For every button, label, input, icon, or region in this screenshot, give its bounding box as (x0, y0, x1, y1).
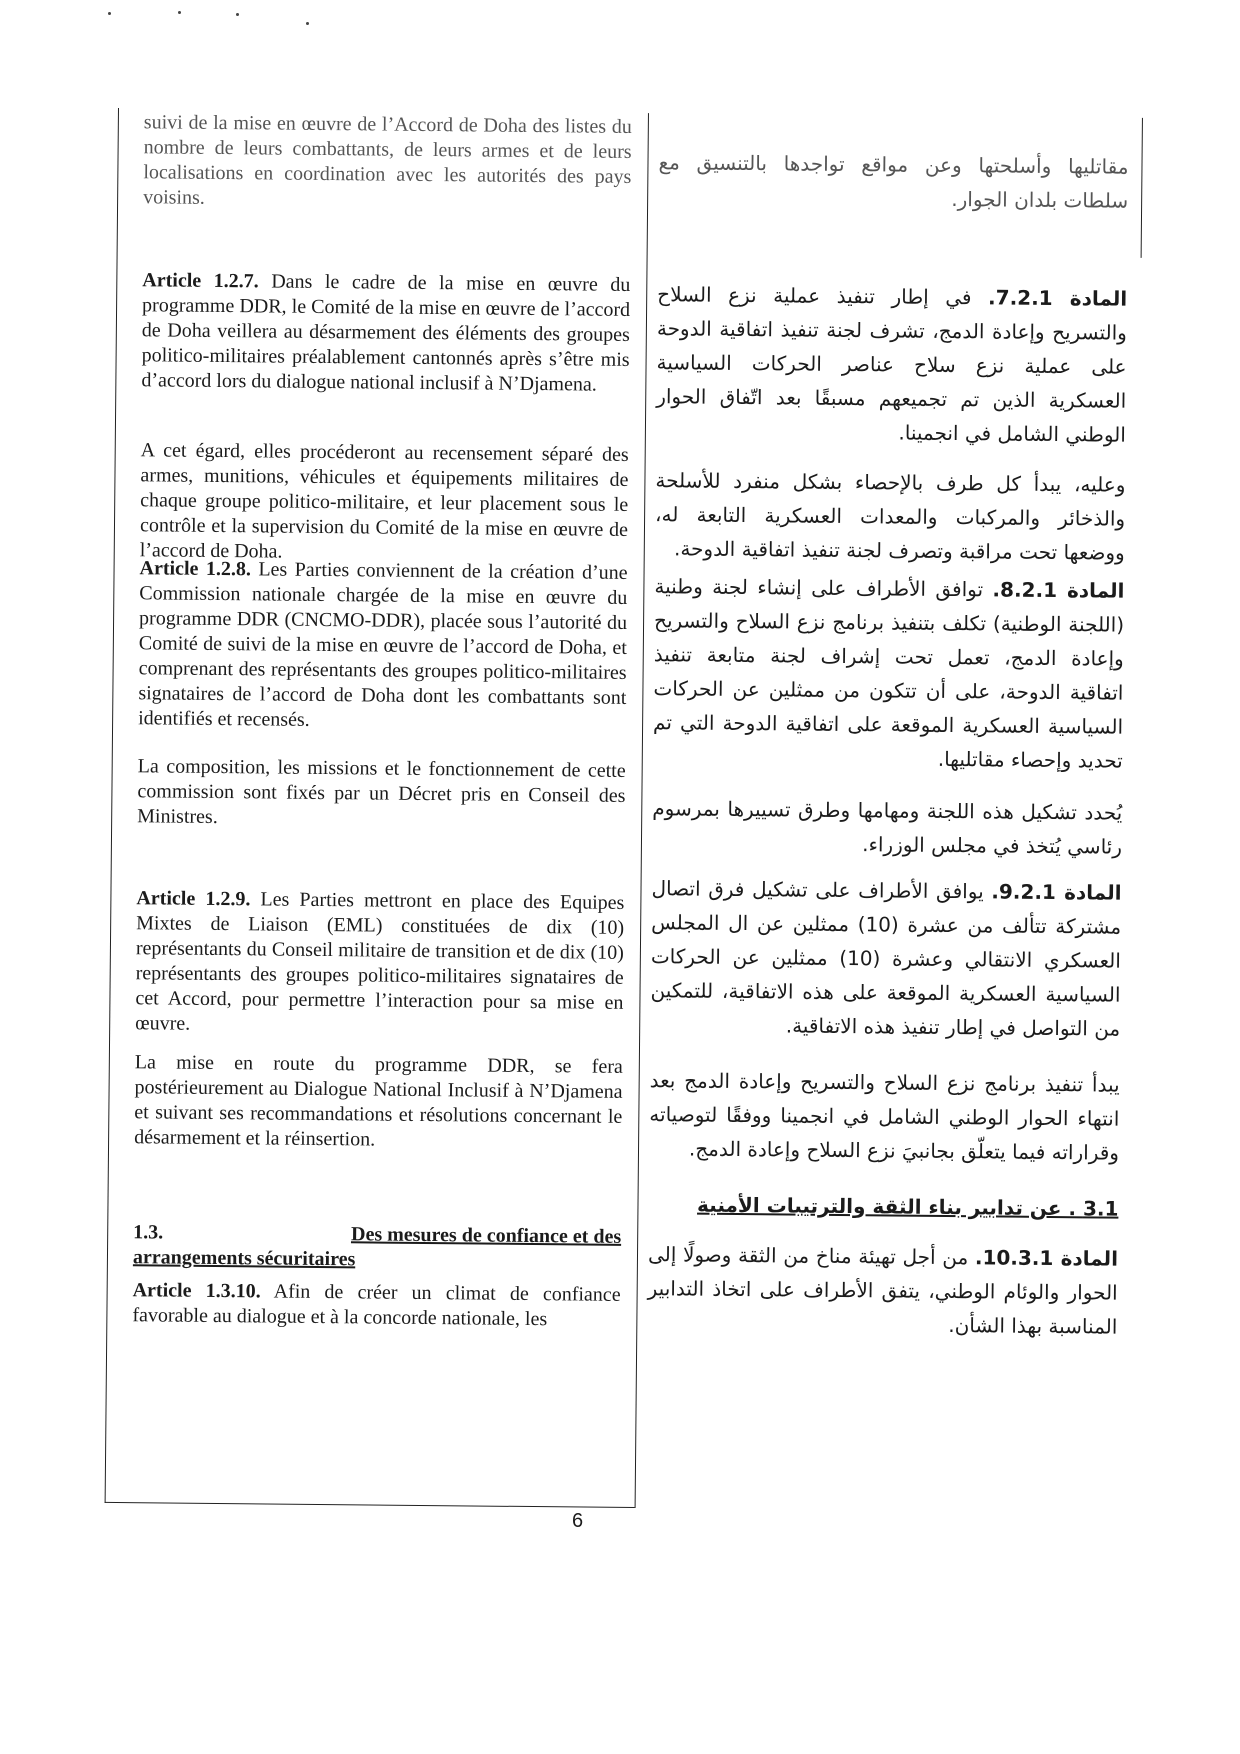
article-text: Afin de créer un climat de confiance favorable au dialogue et à la concorde nationale, les (132, 1280, 621, 1331)
article-label: Article 1.2.8. (139, 557, 252, 581)
arabic-article-9-2-1 (650, 871, 1122, 1046)
bottom-border (105, 1502, 635, 1508)
section-title-line2: arrangements sécuritaires (132, 1246, 356, 1271)
article-label: Article 1.2.9. (136, 887, 251, 911)
french-section-1-3-heading (133, 1220, 621, 1275)
page-number: 6 (572, 1510, 584, 1532)
article-label: Article 1.3.10. (132, 1279, 261, 1303)
arabic-article-7-2-1-para2: وعليه، يبدأ كل طرف بالإحصاء بشكل منفرد للأسلحة والذخائر والمركبات والمعدات العسكرية التابعة له، ووضعها تحت مراقبة وتصرف لجنة تنفيذ اتفاقية الدوحة. (655, 468, 1126, 565)
article-text: يوافق الأطراف على تشكيل فرق اتصال مشتركة تتألف من عشرة (10) ممثلين عن ال المجلس العسكري الانتقالي وعشرة (10) ممثلين عن الحركات السياسية العسكرية الموقعة على هذه الاتفاقية، للتمكين من التواصل في إطار تنفيذ هذه الاتفاقية. (650, 876, 1122, 1041)
arabic-article-9-2-1-para2: يبدأ تنفيذ برنامج نزع السلاح والتسريح وإعادة الدمج بعد انتهاء الحوار الوطني الشامل في انجمينا ووفقًا لتوصياته وقراراته فيما يتعلّق بجانبيَ نزع السلاح وإعادة الدمج. (649, 1068, 1120, 1165)
article-label: Article 1.2.7. (142, 269, 259, 293)
arabic-section-3-1-heading (648, 1187, 1118, 1226)
article-label: المادة 8.2.1. (992, 577, 1125, 603)
french-article-1-2-9-para2: La mise en route du programme DDR, se fera postérieurement au Dialogue National Inclusif à N’Djamena et suivant ses recommandations et résolutions concernant le désarmement et la réinsertion. (134, 1051, 623, 1151)
french-article-1-2-8 (138, 556, 628, 736)
article-label: المادة 7.2.1. (987, 285, 1128, 311)
article-text: توافق الأطراف على إنشاء لجنة وطنية (اللجنة الوطنية) تكلف بتنفيذ برنامج نزع السلاح والتسريح وإعادة الدمج، تعمل تحت إشراف لجنة متابعة تنفيذ اتفاقية الدوحة، على أن تتكون من ممثلين عن الحركات السياسية العسكرية الموقعة على اتفاقية الدوحة التي تم تحديد وإحصاء مقاتليها. (653, 574, 1125, 773)
article-text: في إطار تنفيذ عملية نزع السلاح والتسريح وإعادة الدمج، تشرف لجنة تنفيذ اتفاقية الدوحة على عملية نزع سلاح عناصر الحركات السياسية العسكرية الذين تم تجميعهم مسبقًا بعد اتّفاق الحوار الوطني الشامل في انجمينا. (656, 282, 1128, 447)
arabic-article-8-2-1-para2: يُحدد تشكيل هذه اللجنة ومهامها وطرق تسييرها بمرسوم رئاسي يُتخذ في مجلس الوزراء. (652, 796, 1123, 859)
section-number: 1.3. (133, 1221, 164, 1244)
arabic-article-10-3-1 (647, 1237, 1118, 1344)
section-title: 3.1 . عن تدابير بناء الثقة والترتيبات الأمنية (697, 1192, 1119, 1221)
arabic-article-7-2-1 (656, 277, 1128, 452)
french-article-1-2-7-para2: A cet égard, elles procéderont au recensement séparé des armes, munitions, véhicules et équipements militaires de chaque groupe politico-militaire, et leur placement sous le contrôle et la supervision du Comité de la mise en œuvre de l’accord de Doha. (139, 439, 629, 563)
article-label: المادة 10.3.1. (974, 1245, 1119, 1271)
french-article-1-3-10 (132, 1278, 620, 1333)
section-title-line1: Des mesures de confiance et des (350, 1223, 622, 1248)
french-article-1-2-8-para2: La composition, les missions et le fonctionnement de cette commission sont fixés par un Décret pris en Conseil des Ministres. (137, 755, 626, 828)
arabic-article-8-2-1 (653, 569, 1125, 778)
right-border (1141, 118, 1143, 258)
french-article-1-2-7 (141, 268, 630, 398)
bilingual-table (105, 108, 1143, 1513)
article-text: Dans le cadre de la mise en œuvre du programme DDR, le Comité de la mise en œuvre de l’accord de Doha veillera au désarmement des éléments des groupes politico-militaires préalablement cantonnés après s’être mis d’accord lors du dialogue national inclusif à N’Djamena. (141, 270, 631, 396)
arabic-paragraph-intro: مقاتليها وأسلحتها وعن مواقع تواجدها بالتنسيق مع سلطات بلدان الجوار. (658, 150, 1129, 213)
left-border (105, 108, 119, 1503)
scan-speck (306, 22, 309, 25)
french-article-1-2-9 (135, 886, 624, 1041)
scan-speck (178, 11, 181, 14)
french-paragraph-intro: suivi de la mise en œuvre de l’Accord de Doha des listes du nombre de leurs combattants, de leurs armes et de leurs localisations en coordination avec les autorités des pays voisins. (143, 111, 632, 209)
article-text: Les Parties mettront en place des Equipes Mixtes de Liaison (EML) constituées de dix (10) représentants du Conseil militaire de transition et de dix (10) représentants des groupes politico-militaires signataires de cet Accord, pour permettre l’interaction pour sa mise en œuvre. (135, 888, 625, 1035)
scan-speck (236, 13, 239, 16)
article-text: Les Parties conviennent de la création d’une Commission nationale chargée de la mise en œuvre du programme DDR (CNCMO-DDR), placée sous l’autorité du Comité de suivi de la mise en œuvre de l’accord de Doha, et comprenant des représentants des groupes politico-militaires signataires de l’accord de Doha dont les combattants sont identifiés et recensés. (138, 558, 628, 731)
article-text: من أجل تهيئة مناخ من الثقة وصولًا إلى الحوار والوئام الوطني، يتفق الأطراف على اتخاذ التدابير المناسبة بهذا الشأن. (647, 1242, 1118, 1339)
article-label: المادة 9.2.1. (991, 879, 1122, 905)
scan-speck (108, 12, 111, 15)
